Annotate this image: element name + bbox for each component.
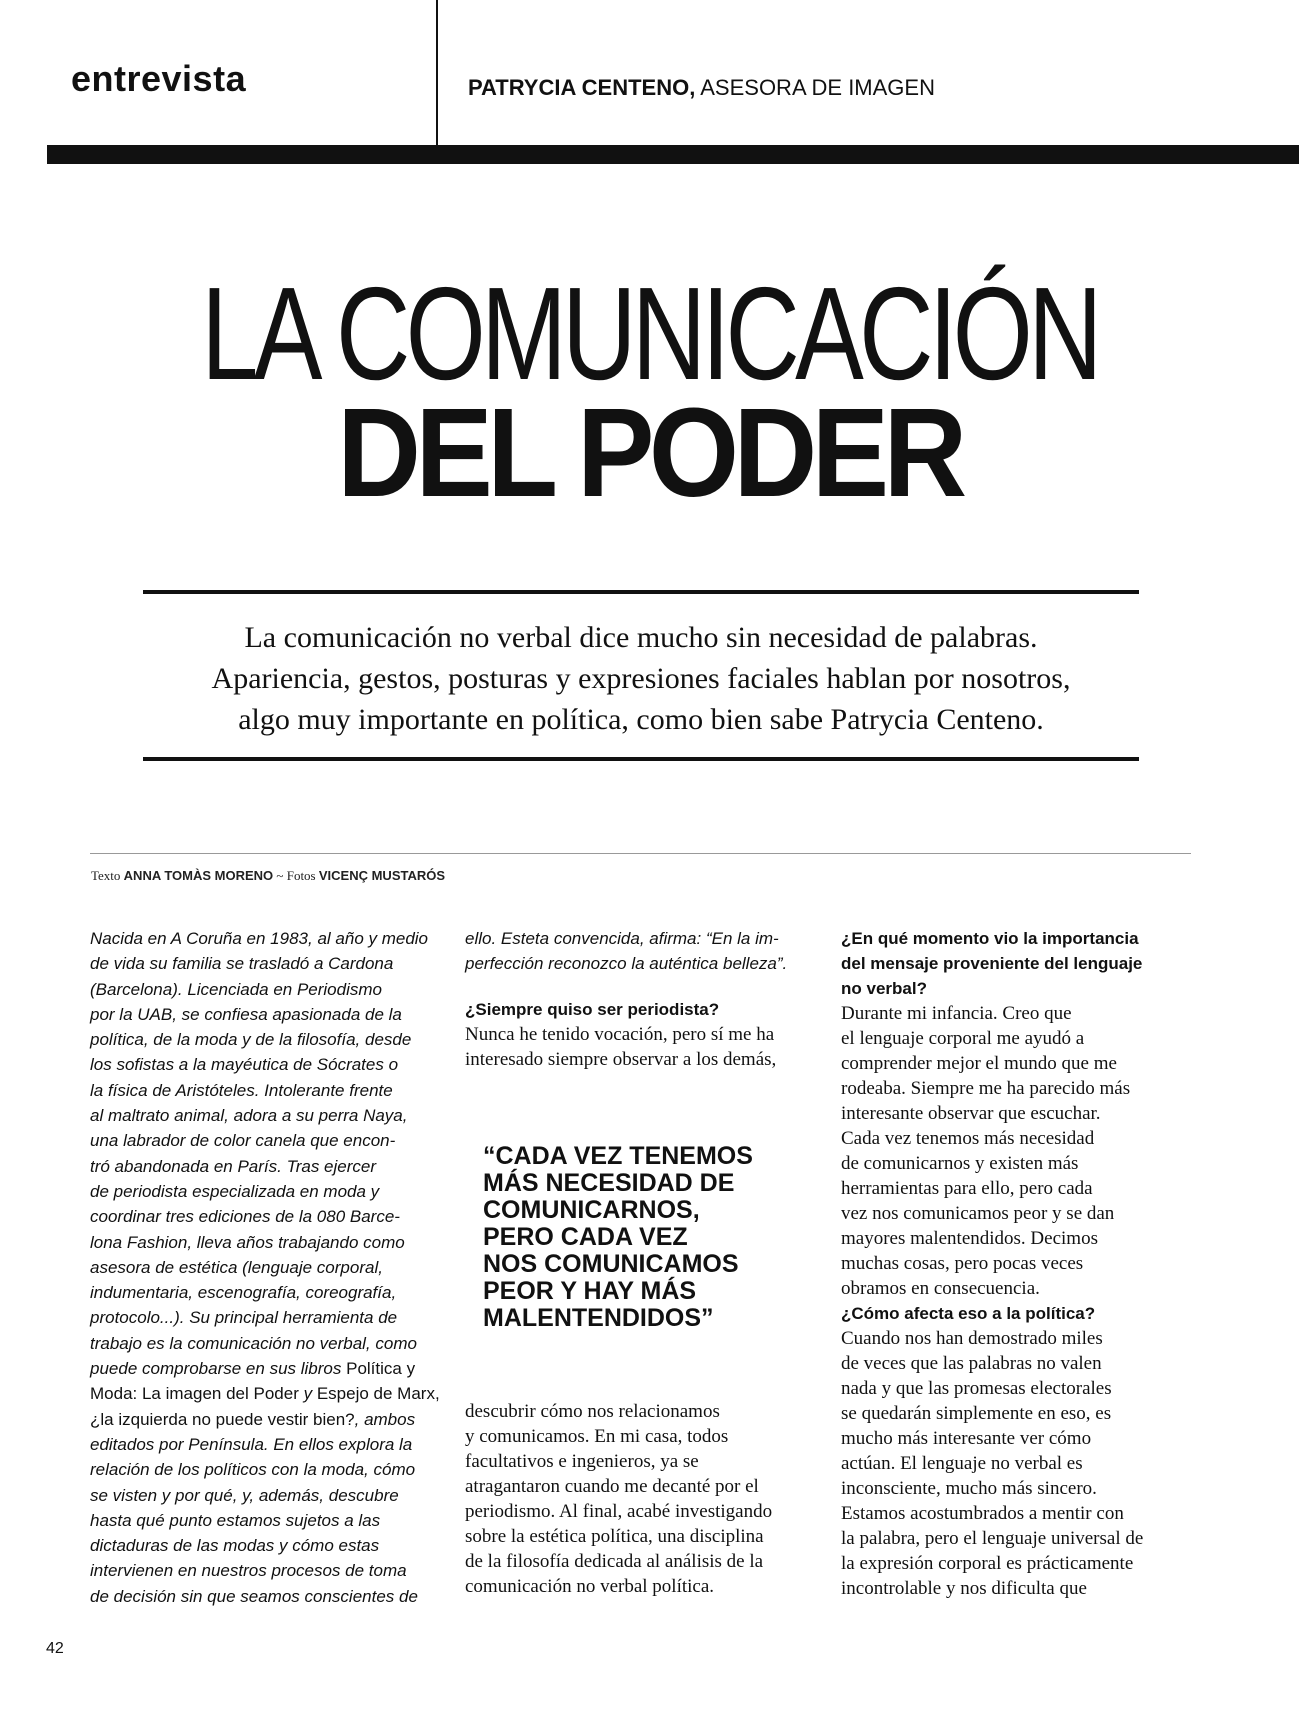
intro-continuation-line: perfección reconozco la auténtica belleza”. — [465, 954, 788, 973]
header-bar — [47, 145, 1299, 164]
answer-1-line: comunicación no verbal política. — [465, 1576, 715, 1597]
answer-1-line: atragantaron cuando me decanté por el — [465, 1476, 759, 1497]
intro-line: asesora de estética (lenguaje corporal, — [90, 1257, 383, 1277]
answer-2-line: herramientas para ello, pero cada — [841, 1178, 1093, 1199]
intro-line: de vida su familia se trasladó a Cardona — [90, 954, 394, 974]
answer-3-line: la expresión corporal es prácticamente — [841, 1553, 1134, 1574]
answer-3-line: inconsciente, mucho más sincero. — [841, 1478, 1097, 1499]
intro-line: coordinar tres ediciones de la 080 Barce- — [90, 1207, 400, 1227]
headline-line-2: DEL PODER — [337, 382, 962, 523]
intro-line: una labrador de color canela que encon- — [90, 1131, 396, 1151]
answer-3-line: mucho más interesante ver cómo — [841, 1428, 1092, 1449]
pull-quote-line: COMUNICARNOS, — [483, 1196, 700, 1224]
pull-quote — [483, 1143, 823, 1332]
header-divider — [436, 0, 438, 145]
intro-line: intervienen en nuestros procesos de toma — [90, 1561, 407, 1581]
answer-2-line: interesante observar que escuchar. — [841, 1103, 1101, 1124]
intro-line: de periodista especializada en moda y — [90, 1181, 380, 1201]
intro-text: puede comprobarse en sus libros — [90, 1359, 342, 1379]
credits-text-label: Texto — [91, 868, 121, 883]
answer-2-line: Durante mi infancia. Creo que — [841, 1003, 1072, 1024]
subject-name: PATRYCIA CENTENO, — [468, 75, 696, 100]
book-title: Espejo de Marx, — [316, 1384, 440, 1404]
column-2-top — [465, 926, 820, 1072]
question-2-line: del mensaje proveniente del lenguaje — [841, 954, 1143, 973]
pull-quote-line: PEOR Y HAY MÁS — [483, 1277, 697, 1305]
pull-quote-line: PERO CADA VEZ — [483, 1223, 688, 1251]
answer-3-line: Estamos acostumbrados a mentir con — [841, 1503, 1124, 1524]
subject-role: ASESORA DE IMAGEN — [700, 75, 935, 100]
answer-3-line: la palabra, pero el lenguaje universal de — [841, 1528, 1144, 1549]
intro-continuation-line: ello. Esteta convencida, afirma: “En la im- — [465, 929, 779, 948]
answer-3-line: se quedarán simplemente en eso, es — [841, 1403, 1112, 1424]
page-number: 42 — [46, 1640, 64, 1657]
question-1: ¿Siempre quiso ser periodista? — [465, 1000, 720, 1019]
intro-line: lona Fashion, lleva años trabajando como — [90, 1232, 405, 1252]
answer-1-line: y comunicamos. En mi casa, todos — [465, 1426, 729, 1447]
section-label: entrevista — [71, 58, 247, 99]
pull-quote-line: MALENTENDIDOS” — [483, 1304, 714, 1332]
credits-author: ANNA TOMÀS MORENO — [123, 868, 274, 883]
intro-line: al maltrato animal, adora a su perra Naya, — [90, 1106, 408, 1126]
answer-2-line: muchas cosas, pero pocas veces — [841, 1253, 1084, 1274]
intro-line: protocolo...). Su principal herramienta de — [90, 1308, 398, 1328]
answer-2-line: el lenguaje corporal me ayudó a — [841, 1028, 1085, 1049]
question-2-line: no verbal? — [841, 979, 927, 998]
answer-1-line: descubrir cómo nos relacionamos — [465, 1401, 720, 1422]
column-2-bottom — [465, 1399, 820, 1599]
pull-quote-line: “CADA VEZ TENEMOS — [483, 1142, 753, 1170]
lead-line: Apariencia, gestos, posturas y expresiones faciales hablan por nosotros, — [211, 662, 1071, 695]
answer-2-line: obramos en consecuencia. — [841, 1278, 1040, 1299]
answer-2-line: de comunicarnos y existen más — [841, 1153, 1079, 1174]
lead-paragraph — [143, 617, 1139, 740]
answer-1-line: sobre la estética política, una disciplina — [465, 1526, 764, 1547]
intro-line: hasta qué punto estamos sujetos a las — [90, 1510, 381, 1530]
interview-subject — [468, 75, 935, 101]
lead-line: La comunicación no verbal dice mucho sin necesidad de palabras. — [244, 621, 1038, 654]
book-title: Política y — [346, 1359, 416, 1379]
answer-1-line: de la filosofía dedicada al análisis de la — [465, 1551, 764, 1572]
intro-line — [90, 1381, 440, 1406]
answer-1-line: facultativos e ingenieros, ya se — [465, 1451, 699, 1472]
question-3: ¿Cómo afecta eso a la política? — [841, 1304, 1096, 1323]
intro-line: Nacida en A Coruña en 1983, al año y medio — [90, 929, 429, 948]
intro-text: y — [303, 1384, 313, 1404]
answer-2-line: rodeaba. Siempre me ha parecido más — [841, 1078, 1131, 1099]
intro-line: indumentaria, escenografía, coreografía, — [90, 1283, 397, 1303]
answer-3-line: actúan. El lenguaje no verbal es — [841, 1453, 1083, 1474]
intro-line: relación de los políticos con la moda, cómo — [90, 1460, 416, 1480]
intro-text: , ambos — [354, 1409, 416, 1429]
credits-separator: ~ — [276, 868, 284, 883]
answer-1-line: periodismo. Al final, acabé investigando — [465, 1501, 773, 1522]
answer-2-line: vez nos comunicamos peor y se dan — [841, 1203, 1115, 1224]
answer-1-line: Nunca he tenido vocación, pero sí me ha — [465, 1024, 775, 1045]
lead-line: algo muy importante en política, como bien sabe Patrycia Centeno. — [238, 703, 1044, 736]
answer-3-line: incontrolable y nos dificulta que — [841, 1578, 1087, 1599]
intro-column — [90, 926, 440, 1609]
intro-line: la física de Aristóteles. Intolerante frente — [90, 1080, 393, 1100]
intro-line — [90, 1356, 440, 1381]
answer-2-line: comprender mejor el mundo que me — [841, 1053, 1117, 1074]
intro-line: por la UAB, se confiesa apasionada de la — [90, 1004, 402, 1024]
lead-rule-top — [143, 590, 1139, 594]
intro-line: tró abandonada en París. Tras ejercer — [90, 1156, 377, 1176]
intro-line: trabajo es la comunicación no verbal, como — [90, 1333, 417, 1353]
intro-line: de decisión sin que seamos conscientes de — [90, 1586, 418, 1606]
book-title: ¿la izquierda no puede vestir bien? — [90, 1409, 355, 1429]
question-2-line: ¿En qué momento vio la importancia — [841, 929, 1139, 948]
intro-line: se visten y por qué, y, además, descubre — [90, 1485, 399, 1505]
answer-1-line: interesado siempre observar a los demás, — [465, 1049, 777, 1070]
column-3 — [841, 926, 1196, 1601]
answer-2-line: mayores malentendidos. Decimos — [841, 1228, 1098, 1249]
pull-quote-line: NOS COMUNICAMOS — [483, 1250, 739, 1278]
answer-3-line: de veces que las palabras no valen — [841, 1353, 1102, 1374]
credits — [91, 868, 445, 884]
answer-3-line: nada y que las promesas electorales — [841, 1378, 1112, 1399]
lead-rule-bottom — [143, 757, 1139, 761]
book-title: Moda: La imagen del Poder — [90, 1384, 299, 1404]
intro-line — [90, 1407, 440, 1432]
answer-3-line: Cuando nos han demostrado miles — [841, 1328, 1103, 1349]
pull-quote-line: MÁS NECESIDAD DE — [483, 1169, 735, 1197]
answer-2-line: Cada vez tenemos más necesidad — [841, 1128, 1095, 1149]
intro-line: dictaduras de las modas y cómo estas — [90, 1536, 380, 1556]
intro-line: política, de la moda y de la filosofía, desde — [90, 1030, 412, 1050]
credits-photographer: VICENÇ MUSTARÓS — [318, 868, 446, 883]
intro-line: los sofistas a la mayéutica de Sócrates o — [90, 1055, 399, 1075]
intro-line: (Barcelona). Licenciada en Periodismo — [90, 979, 382, 999]
credits-photo-label: Fotos — [286, 868, 316, 883]
headline-line-1: LA COMUNICACIÓN — [201, 260, 1098, 407]
intro-line: editados por Península. En ellos explora la — [90, 1434, 413, 1454]
credits-rule — [90, 853, 1191, 854]
